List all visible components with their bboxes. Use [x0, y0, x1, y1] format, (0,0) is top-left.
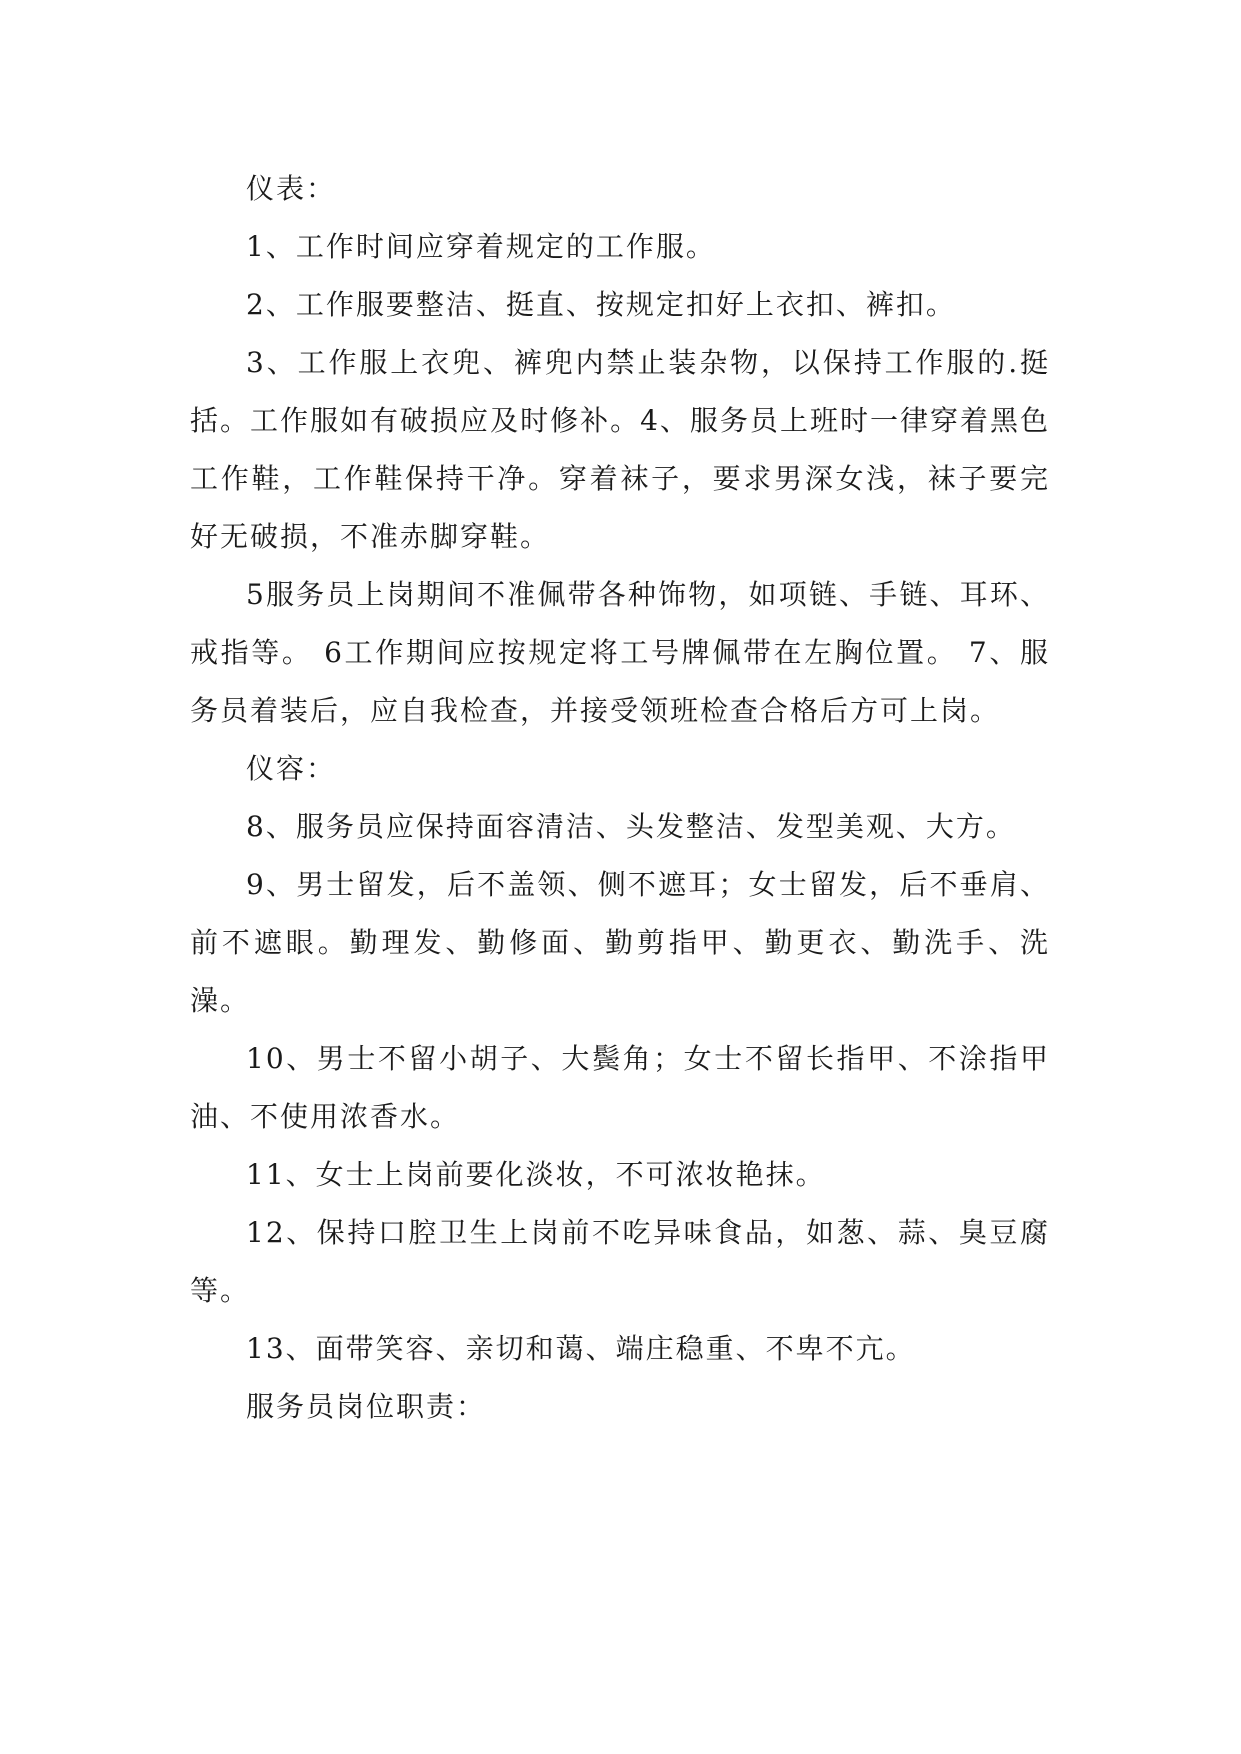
rule-paragraph: 3、工作服上衣兜、裤兜内禁止装杂物，以保持工作服的.挺括。工作服如有破损应及时修补。4、服务员上班时一律穿着黑色工作鞋，工作鞋保持干净。穿着袜子，要求男深女浅，袜子要完好无破损，不准赤脚穿鞋。 — [190, 346, 1050, 553]
rule-paragraph: 13、面带笑容、亲切和蔼、端庄稳重、不卑不亢。 — [246, 1332, 916, 1365]
document-body — [190, 160, 1050, 1436]
section-heading-appearance: 仪表： — [246, 172, 337, 205]
section-heading-duties: 服务员岗位职责： — [246, 1390, 487, 1423]
section-heading-grooming: 仪容： — [246, 752, 337, 785]
rule-paragraph: 1、工作时间应穿着规定的工作服。 — [246, 230, 716, 263]
rule-paragraph: 5服务员上岗期间不准佩带各种饰物，如项链、手链、耳环、戒指等。 6工作期间应按规定将工号牌佩带在左胸位置。 7、服务员着装后，应自我检查，并接受领班检查合格后方可上岗。 — [190, 578, 1050, 727]
rule-paragraph: 10、男士不留小胡子、大鬓角；女士不留长指甲、不涂指甲油、不使用浓香水。 — [190, 1042, 1050, 1133]
rule-paragraph: 9、男士留发，后不盖领、侧不遮耳；女士留发，后不垂肩、前不遮眼。勤理发、勤修面、勤剪指甲、勤更衣、勤洗手、洗澡。 — [190, 868, 1050, 1017]
rule-paragraph: 2、工作服要整洁、挺直、按规定扣好上衣扣、裤扣。 — [246, 288, 956, 321]
rule-paragraph: 11、女士上岗前要化淡妆，不可浓妆艳抹。 — [246, 1158, 826, 1191]
rule-paragraph: 12、保持口腔卫生上岗前不吃异味食品，如葱、蒜、臭豆腐等。 — [190, 1216, 1050, 1307]
rule-paragraph: 8、服务员应保持面容清洁、头发整洁、发型美观、大方。 — [246, 810, 1016, 843]
